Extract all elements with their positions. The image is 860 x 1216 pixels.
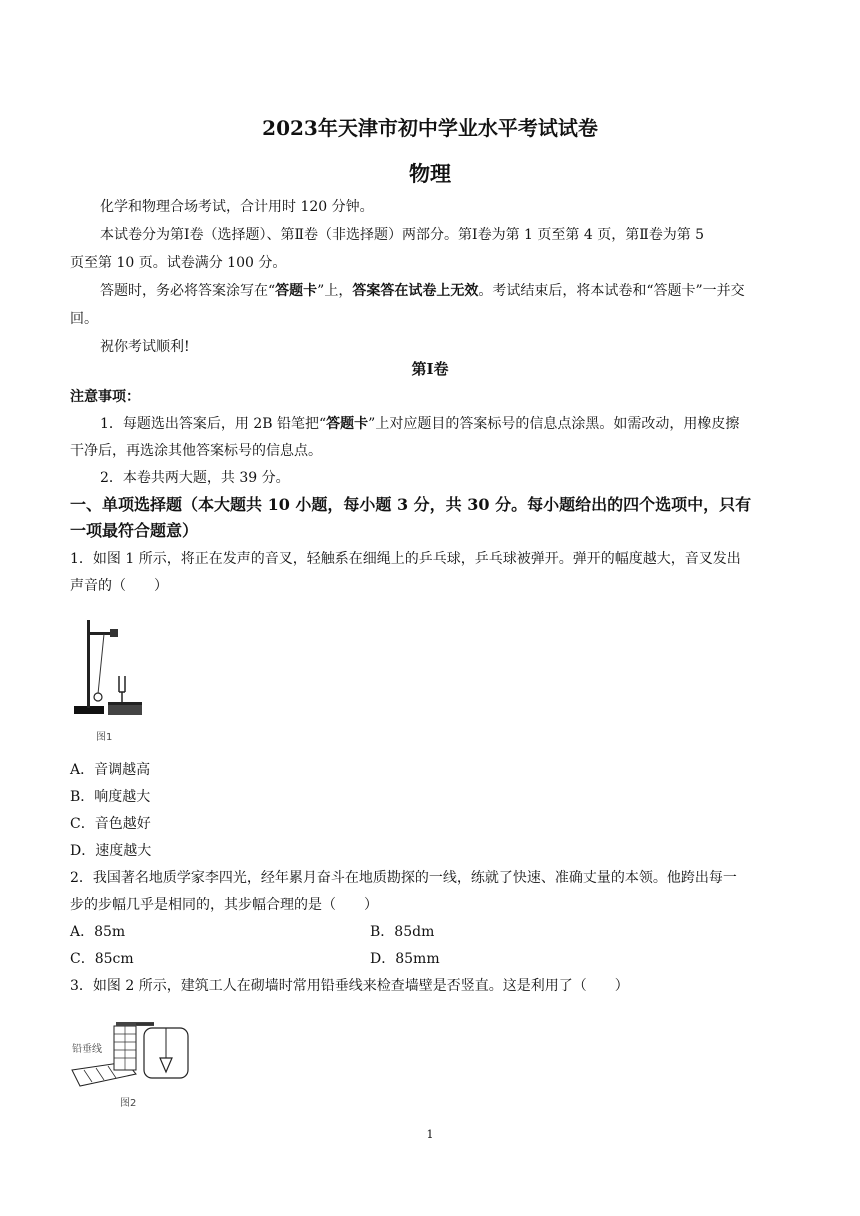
notice-1-pre: 1．每题选出答案后，用 2B 铅笔把“: [100, 416, 327, 432]
notice-item-1-cont: 干净后，再选涂其他答案标号的信息点。: [70, 443, 322, 459]
q2-option-b: B．85dm: [370, 924, 435, 940]
q2-option-c: C．85cm: [70, 951, 134, 967]
notice-1-post: ”上对应题目的答案标号的信息点涂黑。如需改动，用橡皮擦: [368, 416, 740, 432]
figure-2-caption: 图2: [120, 1098, 137, 1109]
notice-title: 注意事项：: [70, 389, 140, 405]
section1-heading-cont: 一项最符合题意）: [70, 521, 199, 540]
intro-paragraph-3-cont: 回。: [70, 311, 98, 327]
figure-1-caption: 图1: [96, 732, 113, 743]
page-number: 1: [426, 1128, 434, 1141]
plumb-line-wall-icon: [70, 1018, 192, 1092]
figure-1-tuning-fork: [70, 612, 150, 742]
q1-option-d: D．速度越大: [70, 843, 152, 859]
notice-item-1: [100, 410, 820, 438]
exam-title: 2023年天津市初中学业水平考试试卷: [262, 116, 598, 140]
intro-paragraph-3: [100, 277, 820, 305]
intro-paragraph-2-cont: 页至第 10 页。试卷满分 100 分。: [70, 255, 287, 271]
intro-p3-bold-card: 答题卡: [275, 283, 318, 299]
q2-stem: 2．我国著名地质学家李四光，经年累月奋斗在地质勘探的一线，练就了快速、准确丈量的本领。他跨出每一: [70, 870, 737, 886]
notice-item-2: 2．本卷共两大题，共 39 分。: [100, 470, 290, 486]
q3-stem: 3．如图 2 所示，建筑工人在砌墙时常用铅垂线来检查墙壁是否竖直。这是利用了（ ）: [70, 978, 629, 994]
q1-stem-cont: 声音的（ ）: [70, 578, 168, 594]
intro-p3-post: 。考试结束后，将本试卷和“答题卡”一并交: [478, 283, 745, 299]
q1-option-c: C．音色越好: [70, 816, 151, 832]
q2-option-a: A．85m: [70, 924, 126, 940]
intro-p3-mid: ”上，: [317, 283, 353, 299]
subject-title: 物理: [409, 161, 451, 186]
intro-p3-bold-invalid: 答案答在试卷上无效: [352, 283, 479, 299]
q1-option-b: B．响度越大: [70, 789, 151, 805]
notice-1-bold: 答题卡: [326, 416, 369, 432]
q2-stem-cont: 步的步幅几乎是相同的，其步幅合理的是（ ）: [70, 897, 378, 913]
part1-heading: 第Ⅰ卷: [411, 360, 449, 378]
tuning-fork-apparatus-icon: [70, 612, 150, 722]
q1-option-a: A．音调越高: [70, 762, 151, 778]
intro-paragraph-2: 本试卷分为第Ⅰ卷（选择题）、第Ⅱ卷（非选择题）两部分。第Ⅰ卷为第 1 页至第 4 页，第Ⅱ卷为第 5: [100, 227, 705, 243]
figure-2-plumb-line: [70, 1018, 192, 1110]
intro-p3-pre: 答题时，务必将答案涂写在“: [100, 283, 276, 299]
section1-heading: 一、单项选择题（本大题共 10 小题，每小题 3 分，共 30 分。每小题给出的四个选项中，只有: [70, 495, 752, 514]
intro-paragraph-1: 化学和物理合场考试，合计用时 120 分钟。: [100, 199, 374, 215]
q2-option-d: D．85mm: [370, 951, 440, 967]
intro-paragraph-4: 祝你考试顺利!: [100, 339, 190, 355]
figure-2-label: 铅垂线: [72, 1044, 102, 1055]
q1-stem: 1．如图 1 所示，将正在发声的音叉，轻触系在细绳上的乒乓球，乒乓球被弹开。弹开的幅度越大，音叉发出: [70, 551, 741, 567]
